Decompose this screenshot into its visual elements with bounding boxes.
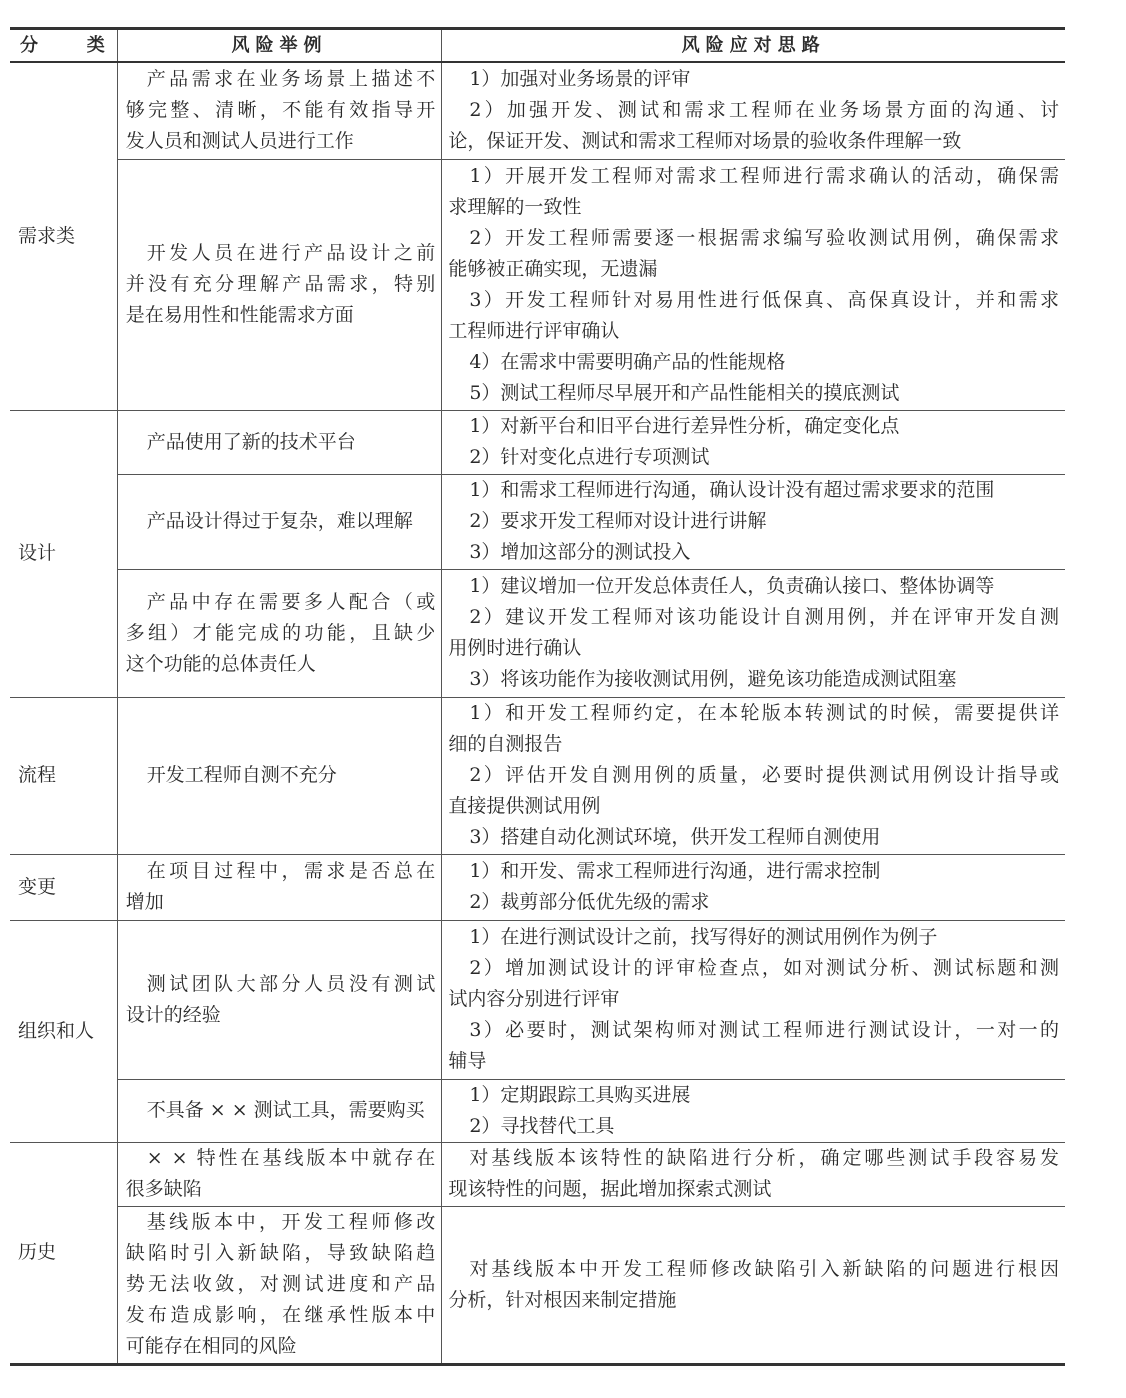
response-cell xyxy=(442,1079,1065,1142)
text-line: 求理解的一致性 xyxy=(448,195,582,218)
header-row xyxy=(10,29,1065,63)
text-line: 能够被正确实现，无遗漏 xyxy=(448,257,658,280)
table-row xyxy=(10,697,1065,854)
text-line: 论，保证开发、测试和需求工程师对场景的验收条件理解一致 xyxy=(448,130,962,153)
text-line: 3）增加这部分的测试投入 xyxy=(469,541,691,563)
response-cell xyxy=(442,62,1065,159)
risk-example-cell xyxy=(117,62,442,159)
text-line: 测试团队大部分人员没有测试 xyxy=(146,972,436,995)
category-cell: 设计 xyxy=(10,410,117,697)
risk-example-cell xyxy=(117,410,442,474)
text-line: 3）将该功能作为接收测试用例，避免该功能造成测试阻塞 xyxy=(469,668,957,690)
text-line: 势无法收敛，对测试进度和产品 xyxy=(125,1273,436,1295)
text-line: 发人员和测试人员进行工作 xyxy=(125,130,354,153)
text-line: 2）加强开发、测试和需求工程师在业务场景方面的沟通、讨 xyxy=(469,99,1059,122)
table-row xyxy=(10,920,1065,1079)
response-cell xyxy=(442,474,1065,569)
text-line: 够完整、清晰，不能有效指导开 xyxy=(125,99,436,122)
text-line: 开发人员在进行产品设计之前 xyxy=(146,242,436,264)
text-line: 产品设计得过于复杂，难以理解 xyxy=(146,510,413,532)
response-cell xyxy=(442,920,1065,1079)
header-response: 风险应对思路 xyxy=(442,29,1065,63)
table-row xyxy=(10,569,1065,697)
header-category-b: 类 xyxy=(86,35,111,56)
text-line: 4）在需求中需要明确产品的性能规格 xyxy=(469,350,786,373)
text-line: 5）测试工程师尽早展开和产品性能相关的摸底测试 xyxy=(469,381,900,404)
table-row xyxy=(10,474,1065,569)
table-row xyxy=(10,62,1065,159)
text-line: 分析，针对根因来制定措施 xyxy=(448,1288,677,1311)
text-line: 用例时进行确认 xyxy=(448,637,582,659)
risk-table xyxy=(10,27,1065,1366)
text-line: 1）和开发、需求工程师进行沟通，进行需求控制 xyxy=(469,860,881,882)
risk-example-cell xyxy=(117,854,442,920)
text-line: 产品需求在业务场景上描述不 xyxy=(146,68,436,91)
table-row xyxy=(10,1079,1065,1142)
text-line: 现该特性的问题，据此增加探索式测试 xyxy=(448,1178,772,1200)
text-line: 2）建议开发工程师对该功能设计自测用例，并在评审开发自测 xyxy=(469,606,1059,628)
text-line: 对基线版本该特性的缺陷进行分析，确定哪些测试手段容易发 xyxy=(469,1147,1059,1169)
text-line: 2）针对变化点进行专项测试 xyxy=(469,446,710,468)
text-line: 2）要求开发工程师对设计进行讲解 xyxy=(469,510,767,532)
table-row xyxy=(10,1142,1065,1206)
table-row xyxy=(10,1206,1065,1364)
risk-example-cell xyxy=(117,697,442,854)
text-line: 很多缺陷 xyxy=(125,1178,202,1200)
response-cell xyxy=(442,854,1065,920)
table-row xyxy=(10,854,1065,920)
risk-example-cell xyxy=(117,159,442,410)
text-line: 试内容分别进行评审 xyxy=(448,988,620,1010)
text-line: 辅导 xyxy=(448,1050,487,1072)
text-line: 产品中存在需要多人配合（或 xyxy=(146,590,436,613)
risk-example-cell xyxy=(117,474,442,569)
header-risk-example: 风险举例 xyxy=(117,29,442,63)
text-line: 发布造成影响，在继承性版本中 xyxy=(125,1304,436,1326)
text-line: 3）开发工程师针对易用性进行低保真、高保真设计，并和需求 xyxy=(469,288,1059,311)
category-cell: 历史 xyxy=(10,1142,117,1364)
category-cell: 需求类 xyxy=(10,62,117,410)
table-row xyxy=(10,159,1065,410)
response-cell xyxy=(442,1206,1065,1364)
text-line: 1）定期跟踪工具购买进展 xyxy=(469,1083,691,1106)
category-cell: 流程 xyxy=(10,697,117,854)
response-cell xyxy=(442,569,1065,697)
risk-example-cell xyxy=(117,569,442,697)
text-line: 1）在进行测试设计之前，找写得好的测试用例作为例子 xyxy=(469,926,938,948)
text-line: 细的自测报告 xyxy=(448,733,563,755)
text-line: 1）建议增加一位开发总体责任人，负责确认接口、整体协调等 xyxy=(469,575,995,597)
text-line: 2）裁剪部分低优先级的需求 xyxy=(469,891,710,913)
table-body xyxy=(10,62,1065,1364)
table-row xyxy=(10,410,1065,474)
text-line: 可能存在相同的风险 xyxy=(125,1335,297,1357)
response-cell xyxy=(442,410,1065,474)
text-line: 3）搭建自动化测试环境，供开发工程师自测使用 xyxy=(469,826,881,848)
risk-example-cell xyxy=(117,1079,442,1142)
text-line: 1）和需求工程师进行沟通，确认设计没有超过需求要求的范围 xyxy=(469,479,995,501)
header-category xyxy=(10,29,117,63)
header-category-a: 分 xyxy=(20,35,44,56)
text-line: 1）对新平台和旧平台进行差异性分析，确定变化点 xyxy=(469,415,900,437)
text-line: 2）寻找替代工具 xyxy=(469,1114,615,1137)
text-line: 1）和开发工程师约定，在本轮版本转测试的时候，需要提供详 xyxy=(469,702,1059,724)
text-line: 在项目过程中，需求是否总在 xyxy=(146,860,436,882)
text-line: 并没有充分理解产品需求，特别 xyxy=(125,273,436,295)
response-cell xyxy=(442,1142,1065,1206)
risk-example-cell xyxy=(117,1142,442,1206)
text-line: 直接提供测试用例 xyxy=(448,795,601,817)
text-line: 产品使用了新的技术平台 xyxy=(146,430,356,453)
text-line: 多组）才能完成的功能，且缺少 xyxy=(125,621,436,644)
text-line: 3）必要时，测试架构师对测试工程师进行测试设计，一对一的 xyxy=(469,1019,1059,1041)
category-cell: 变更 xyxy=(10,854,117,920)
text-line: 不具备 × × 测试工具，需要购买 xyxy=(146,1099,425,1121)
text-line: 2）开发工程师需要逐一根据需求编写验收测试用例，确保需求 xyxy=(469,226,1059,249)
text-line: 基线版本中，开发工程师修改 xyxy=(146,1211,436,1233)
text-line: 开发工程师自测不充分 xyxy=(146,764,337,786)
text-line: 对基线版本中开发工程师修改缺陷引入新缺陷的问题进行根因 xyxy=(469,1257,1059,1280)
text-line: 设计的经验 xyxy=(125,1003,221,1026)
text-line: 1）开展开发工程师对需求工程师进行需求确认的活动，确保需 xyxy=(469,164,1059,187)
text-line: 1）加强对业务场景的评审 xyxy=(469,68,691,91)
text-line: 2）增加测试设计的评审检查点，如对测试分析、测试标题和测 xyxy=(469,957,1059,979)
text-line: 缺陷时引入新缺陷，导致缺陷趋 xyxy=(125,1242,436,1264)
response-cell xyxy=(442,697,1065,854)
response-cell xyxy=(442,159,1065,410)
risk-example-cell xyxy=(117,1206,442,1364)
text-line: × × 特性在基线版本中就存在 xyxy=(146,1147,436,1169)
text-line: 是在易用性和性能需求方面 xyxy=(125,304,354,326)
text-line: 增加 xyxy=(125,891,164,913)
category-cell: 组织和人 xyxy=(10,920,117,1142)
text-line: 2）评估开发自测用例的质量，必要时提供测试用例设计指导或 xyxy=(469,764,1059,786)
text-line: 工程师进行评审确认 xyxy=(448,319,620,342)
text-line: 这个功能的总体责任人 xyxy=(125,652,316,675)
risk-example-cell xyxy=(117,920,442,1079)
